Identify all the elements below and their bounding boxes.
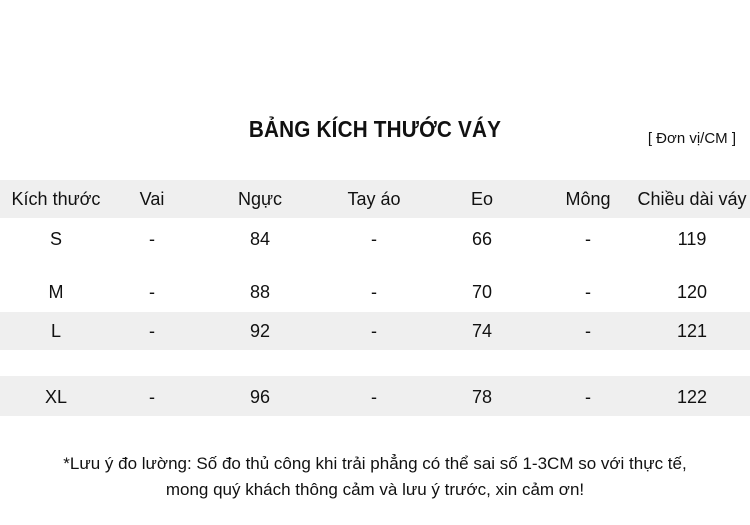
header-dress-length: Chiều dài váy <box>637 189 747 209</box>
unit-label: [ Đơn vị/CM ] <box>647 130 736 147</box>
measurement-note-line1: *Lưu ý đo lường: Số đo thủ công khi trải phẳng có thể sai số 1-3CM so với thực tế, <box>63 454 687 473</box>
cell-sleeve: - <box>371 229 377 249</box>
cell-waist: 74 <box>471 321 493 341</box>
cell-chest: 92 <box>249 321 271 341</box>
cell-shoulder: - <box>149 321 155 341</box>
cell-sleeve: - <box>371 387 377 407</box>
header-size: Kích thước <box>11 189 101 209</box>
table-row <box>0 274 750 310</box>
cell-waist: 78 <box>471 387 493 407</box>
table-header-row <box>0 181 750 217</box>
cell-sleeve: - <box>371 282 377 302</box>
cell-hip: - <box>585 387 591 407</box>
cell-size: S <box>49 229 62 249</box>
cell-dress-length: 122 <box>676 387 708 407</box>
page-title: BẢNG KÍCH THƯỚC VÁY <box>248 116 502 142</box>
cell-shoulder: - <box>149 282 155 302</box>
cell-dress-length: 120 <box>676 282 708 302</box>
cell-dress-length: 119 <box>677 229 707 249</box>
cell-hip: - <box>585 229 591 249</box>
cell-waist: 70 <box>471 282 493 302</box>
table-row <box>0 379 750 415</box>
cell-hip: - <box>585 282 591 302</box>
table-row <box>0 221 750 257</box>
header-chest: Ngực <box>237 189 283 209</box>
header-shoulder: Vai <box>139 189 165 209</box>
cell-chest: 96 <box>249 387 271 407</box>
measurement-note-line2: mong quý khách thông cảm và lưu ý trước, xin cảm ơn! <box>165 480 585 499</box>
cell-size: XL <box>44 387 68 407</box>
cell-shoulder: - <box>149 387 155 407</box>
header-sleeve: Tay áo <box>347 189 401 209</box>
cell-size: M <box>48 282 64 302</box>
cell-size: L <box>50 321 61 341</box>
cell-waist: 66 <box>471 229 493 249</box>
cell-sleeve: - <box>371 321 377 341</box>
header-hip: Mông <box>565 189 611 209</box>
header-waist: Eo <box>470 189 494 209</box>
cell-shoulder: - <box>149 229 155 249</box>
cell-dress-length: 121 <box>676 321 708 341</box>
table-row <box>0 313 750 349</box>
cell-hip: - <box>585 321 591 341</box>
cell-chest: 84 <box>249 229 271 249</box>
cell-chest: 88 <box>249 282 271 302</box>
